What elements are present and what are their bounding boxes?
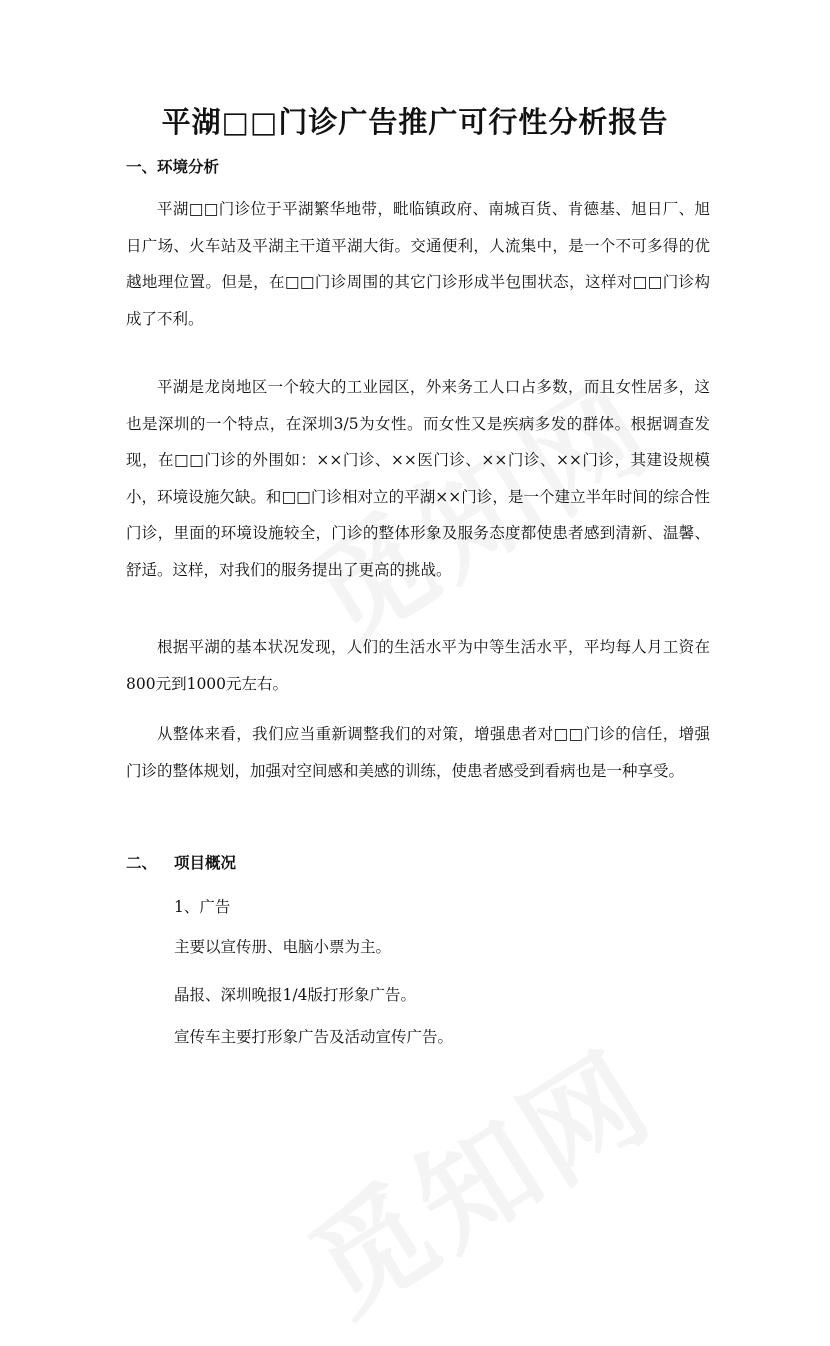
section-title: 项目概况: [174, 853, 237, 872]
list-item-ad: 1、广告: [174, 898, 231, 916]
paragraph-location: 平湖□□门诊位于平湖繁华地带，毗临镇政府、南城百货、肯德基、旭日厂、旭日广场、火车站及平湖主干道平湖大街。交通便利，人流集中，是一个不可多得的优越地理位置。但是，在□□门诊周围的其它门诊形成半包围状态，这样对□□门诊构成了不利。: [126, 200, 710, 328]
document-title: 平湖□□门诊广告推广可行性分析报告: [161, 105, 669, 139]
section-number: 二、: [126, 853, 158, 872]
paragraph-industrial-area: 平湖是龙岗地区一个较大的工业园区，外来务工人口占多数，而且女性居多，这也是深圳的一个特点，在深圳3/5为女性。而女性又是疾病多发的群体。根据调查发现，在□□门诊的外围如：××门诊、××医门诊、××门诊、××门诊，其建设规模小，环境设施欠缺。和□□门诊相对立的平湖××门诊，是一个建立半年时间的综合性门诊，里面的环境设施较全，门诊的整体形象及服务态度都使患者感到清新、温馨、舒适。这样，对我们的服务提出了更高的挑战。: [126, 378, 710, 579]
list-item-brochure: 主要以宣传册、电脑小票为主。: [174, 938, 392, 956]
watermark-bottom: [273, 1004, 679, 1345]
paragraph-strategy: 从整体来看，我们应当重新调整我们的对策，增强患者对□□门诊的信任，增强门诊的整体规划，加强对空间感和美感的训练，使患者感受到看病也是一种享受。: [126, 725, 710, 780]
section-heading-environment: 一、环境分析: [126, 157, 220, 176]
section-heading-project: [126, 848, 236, 878]
list-item-newspaper: 晶报、深圳晚报1/4版打形象广告。: [174, 986, 416, 1004]
list-item-promo-car: 宣传车主要打形象广告及活动宣传广告。: [174, 1028, 454, 1046]
paragraph-income: 根据平湖的基本状况发现，人们的生活水平为中等生活水平，平均每人月工资在800元到1000元左右。: [126, 638, 710, 693]
